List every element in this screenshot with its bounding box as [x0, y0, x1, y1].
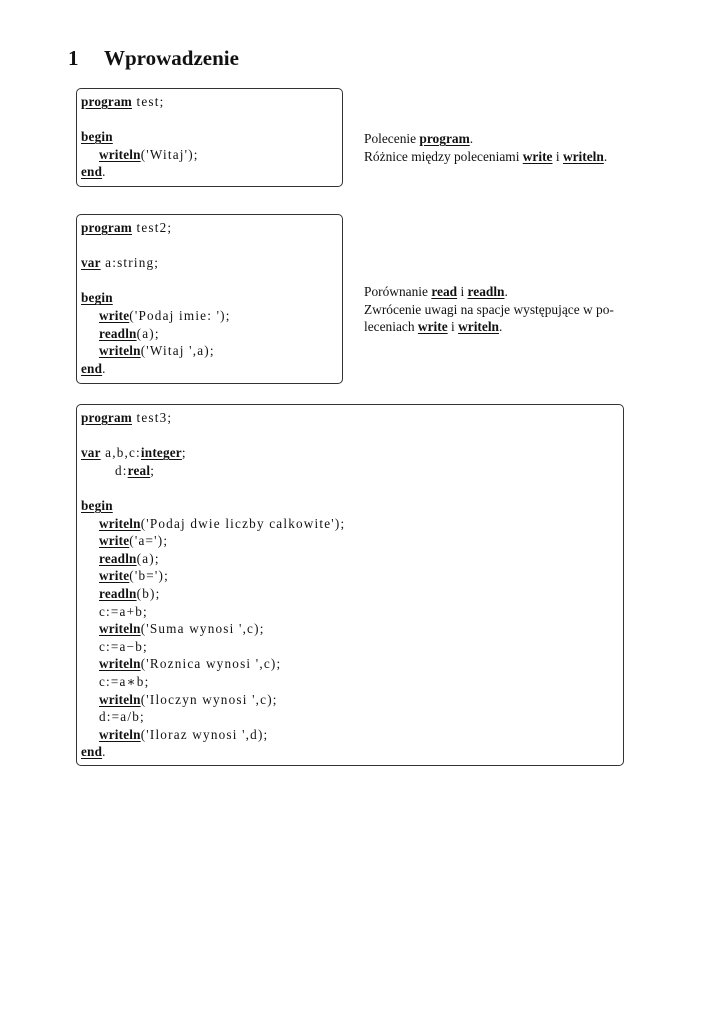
section-title: Wprowadzenie: [104, 46, 239, 70]
keyword-writeln: writeln: [99, 656, 141, 672]
keyword-end: end: [81, 360, 103, 376]
code-line: [81, 289, 342, 307]
code-text: ('Iloraz wynosi ',d);: [140, 726, 269, 742]
keyword-writeln: writeln: [99, 726, 141, 742]
note-text: i: [457, 284, 468, 299]
keyword-write: write: [99, 307, 130, 323]
keyword-write: write: [417, 319, 448, 335]
keyword-writeln: writeln: [99, 621, 141, 637]
note-text: .: [498, 319, 503, 335]
code-line: [81, 325, 342, 343]
code-text: ('Witaj ',a);: [140, 343, 215, 359]
code-block-test: [76, 88, 343, 187]
code-line: [81, 532, 623, 550]
keyword-end: end: [81, 164, 103, 180]
code-text: test2;: [131, 220, 173, 235]
code-line: [81, 497, 623, 515]
code-line: [81, 444, 623, 462]
keyword-readln: readln: [99, 550, 137, 566]
note-text: leceniach: [364, 319, 418, 335]
section-number: 1: [68, 46, 79, 70]
code-text: .: [102, 744, 107, 760]
code-line-blank: [81, 272, 342, 290]
note-test: [364, 130, 607, 165]
note-line: Zwrócenie uwagi na spacje występujące w po-: [364, 301, 614, 317]
code-line-blank: [81, 427, 623, 445]
code-text: ('Roznica wynosi ',c);: [140, 656, 282, 672]
code-line: [81, 146, 342, 164]
note-text: Polecenie: [364, 131, 420, 146]
code-line: [81, 307, 342, 325]
keyword-write: write: [99, 533, 130, 549]
code-line: c:=a∗b;: [99, 673, 150, 689]
code-line: [81, 726, 623, 744]
keyword-real: real: [127, 462, 151, 478]
code-line: [81, 462, 623, 480]
code-line: c:=a−b;: [99, 638, 148, 654]
code-line: [81, 163, 342, 181]
code-line: [81, 128, 342, 146]
code-text: a:string;: [100, 255, 160, 271]
keyword-program: program: [419, 131, 470, 146]
keyword-var: var: [81, 445, 101, 461]
keyword-writeln: writeln: [99, 691, 141, 707]
keyword-readln: readln: [99, 585, 137, 601]
keyword-program: program: [81, 410, 132, 425]
note-text: .: [603, 148, 608, 164]
keyword-end: end: [81, 744, 103, 760]
code-line: [81, 743, 623, 761]
note-line: [364, 318, 614, 336]
keyword-read: read: [431, 284, 458, 299]
keyword-writeln: writeln: [99, 343, 141, 359]
code-line: [81, 254, 342, 272]
code-text: ('b=');: [129, 568, 169, 584]
note-line: [364, 130, 607, 148]
note-text: Różnice między poleceniami: [364, 148, 523, 164]
code-block-test2: [76, 214, 343, 384]
code-text: ('Podaj dwie liczby calkowite');: [140, 515, 346, 531]
code-text: d:: [115, 462, 128, 478]
code-text: ('Witaj');: [140, 146, 199, 162]
note-text: i: [552, 148, 563, 164]
keyword-writeln: writeln: [458, 319, 499, 335]
code-text: test3;: [131, 410, 173, 425]
code-text: ;: [181, 445, 187, 461]
keyword-var: var: [81, 255, 101, 271]
keyword-readln: readln: [467, 284, 505, 299]
code-text: (a);: [136, 325, 160, 341]
code-line: [81, 360, 342, 378]
code-line: [81, 655, 623, 673]
code-line: [81, 219, 342, 237]
code-text: (a);: [136, 550, 160, 566]
code-text: ('Iloczyn wynosi ',c);: [140, 691, 278, 707]
section-heading: [68, 46, 239, 71]
keyword-write: write: [522, 148, 553, 164]
code-line: [81, 620, 623, 638]
code-line-blank: [81, 237, 342, 255]
note-line: [364, 283, 614, 301]
code-text: ('Suma wynosi ',c);: [140, 621, 265, 637]
keyword-readln: readln: [99, 325, 137, 341]
keyword-program: program: [81, 220, 132, 235]
code-text: ('Podaj imie: ');: [129, 307, 231, 323]
keyword-writeln: writeln: [99, 515, 141, 531]
keyword-program: program: [81, 94, 132, 109]
note-text: .: [504, 284, 508, 299]
code-line: [81, 691, 623, 709]
code-text: test;: [131, 94, 165, 109]
code-text: (b);: [136, 585, 161, 601]
code-line: [81, 93, 342, 111]
code-text: ('a=');: [129, 533, 169, 549]
code-text: .: [102, 164, 107, 180]
code-line: [81, 409, 623, 427]
code-text: ;: [150, 462, 156, 478]
note-text: Porównanie: [364, 284, 432, 299]
code-text: a,b,c:: [100, 445, 141, 461]
code-line: [81, 515, 623, 533]
code-block-test3: [76, 404, 624, 766]
code-line-blank: [81, 111, 342, 129]
keyword-begin: begin: [81, 129, 113, 145]
keyword-writeln: writeln: [562, 148, 604, 164]
code-line-blank: [81, 479, 623, 497]
keyword-write: write: [99, 568, 130, 584]
note-line: [364, 148, 607, 166]
code-text: .: [102, 360, 107, 376]
note-test2: [364, 283, 614, 336]
keyword-writeln: writeln: [99, 146, 141, 162]
code-line: d:=a/b;: [99, 709, 145, 725]
code-line: [81, 585, 623, 603]
note-text: i: [447, 319, 459, 335]
code-line: [81, 550, 623, 568]
note-text: .: [469, 131, 474, 146]
code-line: c:=a+b;: [99, 603, 148, 619]
code-line: [81, 342, 342, 360]
keyword-begin: begin: [81, 290, 113, 306]
keyword-integer: integer: [140, 445, 182, 461]
keyword-begin: begin: [81, 497, 113, 513]
code-line: [81, 567, 623, 585]
